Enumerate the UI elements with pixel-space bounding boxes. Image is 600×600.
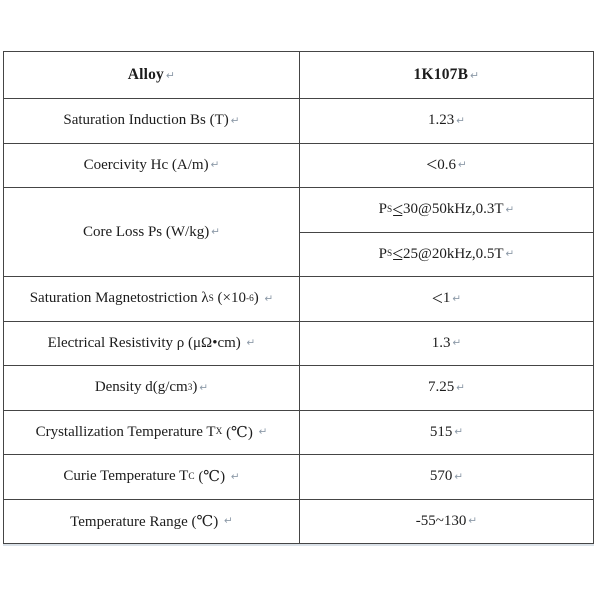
value-sub-rows [300,188,593,276]
table-row [4,143,593,188]
paragraph-mark-icon: ↵ [246,337,256,350]
paragraph-mark-icon: ↵ [452,292,462,305]
text-segment: -6 [246,293,254,304]
text-segment: (×10 [213,290,246,307]
text-segment: 7.25 [427,379,455,396]
text-segment: S [387,204,393,215]
property-label-cell [4,500,300,544]
text-segment: 570 [429,468,453,485]
property-value-cell [300,322,593,366]
table-row [4,454,593,499]
text-segment: ) [253,290,263,307]
text-segment: 1K107B [413,66,469,83]
paragraph-mark-icon: ↵ [258,426,268,439]
table-row [4,98,593,143]
property-value-cell [300,500,593,544]
property-value-cell [300,99,593,143]
property-value-cell [300,52,593,98]
text-segment: P [378,245,388,262]
text-segment: (℃) [194,469,229,486]
text-segment: C [188,471,195,482]
value-sub-row: P S ≤ 30@50kHz,0.3T ↵ [378,198,515,221]
property-value-cell [300,455,593,499]
text-segment: Temperature Range (℃) [70,513,223,530]
text-segment: Alloy [127,66,164,83]
paragraph-mark-icon: ↵ [166,68,176,82]
paragraph-mark-icon: ↵ [505,203,515,216]
text-segment: Coercivity Hc (A/m) [83,156,209,173]
text-segment: 515 [429,423,453,440]
table-row [4,410,593,455]
paragraph-mark-icon: ↵ [211,226,221,238]
paragraph-mark-icon: ↵ [210,159,220,172]
property-value-cell [300,411,593,455]
table-row [4,321,593,366]
text-segment: Electrical Resistivity ρ (μΩ•cm) [47,334,245,351]
paragraph-mark-icon: ↵ [470,68,480,82]
table-row [4,499,593,544]
paragraph-mark-icon: ↵ [230,114,240,127]
paragraph-mark-icon: ↵ [452,337,462,350]
text-segment: Saturation Magnetostriction λ [29,290,209,307]
text-segment: Saturation Induction Bs (T) [63,112,229,129]
property-label-cell [4,52,300,98]
text-segment: X [215,427,223,438]
paragraph-mark-icon: ↵ [264,292,274,305]
property-label-cell [4,411,300,455]
property-value-cell: < 0.6 ↵ [426,154,467,177]
text-segment: 1.23 [427,112,455,129]
property-label-cell [4,99,300,143]
text-segment: Curie Temperature T [63,468,189,485]
table-row [4,276,593,321]
text-segment: 3 [187,382,193,393]
paragraph-mark-icon: ↵ [456,114,466,127]
text-segment: S [387,249,393,260]
text-segment: 0.6 [437,156,457,173]
paragraph-mark-icon: ↵ [230,470,240,483]
paragraph-mark-icon: ↵ [224,515,233,528]
text-segment: 1.3 [431,334,451,351]
property-label-cell [4,277,300,321]
table-row [4,187,593,276]
table-header-row [4,52,593,98]
text-segment: Density d(g/cm [94,379,188,396]
property-label-cell [4,144,300,188]
paragraph-mark-icon: ↵ [454,470,464,483]
text-segment: Core Loss Ps (W/kg) [82,223,210,240]
text-segment: P [378,201,388,218]
property-label-cell [4,455,300,499]
text-segment: 25@20kHz,0.5T [403,245,504,262]
property-value-cell [300,366,593,410]
paragraph-mark-icon: ↵ [456,381,466,394]
paragraph-mark-icon: ↵ [458,159,467,172]
text-segment: 30@50kHz,0.3T [403,201,504,218]
paragraph-mark-icon: ↵ [468,515,478,528]
text-segment: S [208,293,214,304]
value-sub-row: P S ≤ 25@20kHz,0.5T ↵ [300,232,593,277]
property-label-cell [4,322,300,366]
alloy-properties-table [3,51,594,544]
text-segment: Crystallization Temperature T [35,423,216,440]
text-segment: (℃) [222,424,257,441]
property-value-cell: < 1 ↵ [431,287,462,310]
text-segment: -55~130 [415,512,467,529]
property-value-cell [300,188,593,276]
paragraph-mark-icon: ↵ [454,426,464,439]
paragraph-mark-icon: ↵ [199,381,209,394]
property-label-cell [4,188,300,276]
text-segment: 1 [442,290,451,307]
property-label-cell [4,366,300,410]
text-segment: ) [192,379,198,396]
paragraph-mark-icon: ↵ [505,248,515,261]
table-row [4,365,593,410]
